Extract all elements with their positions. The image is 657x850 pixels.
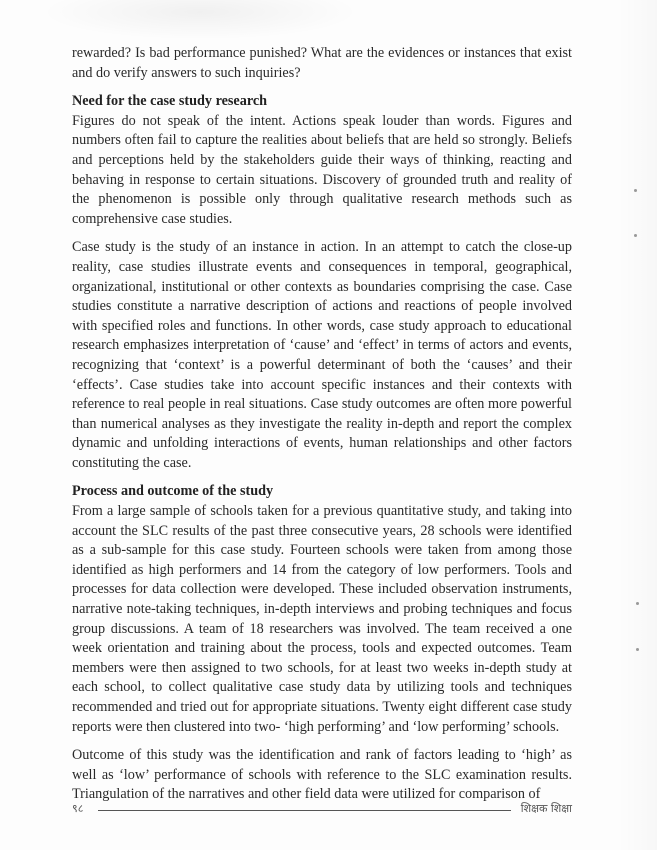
scan-speck: [636, 648, 639, 651]
paragraph-outcome: Outcome of this study was the identification and rank of factors leading to ‘high’ as well as ‘low’ performance of schools with reference to the SLC examination results. Triangulation of the narratives and other field data were utilized for comparison of: [72, 747, 572, 803]
paragraph-case-study-definition: Case study is the study of an instance in action. In an attempt to catch the close-up reality, case studies illustrate events and consequences in temporal, geographical, organizational, institutional or other contexts as boundaries comprising the case. Case studies constitute a narrative description of actions and reactions of people involved with specified roles and functions. In other words, case study approach to educational research emphasizes interpretation of ‘cause’ and ‘effect’ in terms of actors and events, recognizing that ‘context’ is a powerful determinant of both the ‘causes’ and their ‘effects’. Case studies take into account specific instances and their contexts with reference to real people in real situations. Case study outcomes are often more powerful than numerical analyses as they investigate the reality in-depth and report the complex dynamic and unfolding interactions of events, human relationships and other factors constituting the case.: [72, 239, 572, 471]
journal-name: शिक्षक शिक्षा: [520, 801, 572, 815]
scan-shadow: [40, 0, 360, 40]
scan-speck: [634, 234, 637, 237]
paragraph-need-for-case-study: Figures do not speak of the intent. Actions speak louder than words. Figures and numbers often fail to capture the realities about beliefs that are held so strongly. Beliefs and perceptions held by the stakeholders guide their ways of thinking, reacting and behaving in response to certain situations. Discovery of grounded truth and reality of the phenomenon is possible only through qualitative research methods such as comprehensive case studies.: [72, 112, 572, 227]
heading-process-and-outcome: Process and outcome of the study: [72, 483, 274, 500]
page-footer: [72, 798, 572, 818]
scan-speck: [636, 602, 639, 605]
paragraph-intro-continuation: rewarded? Is bad performance punished? What are the evidences or instances that exist and do verify answers to such inquiries?: [72, 45, 572, 81]
scan-speck: [634, 189, 637, 192]
page-number: ९८: [72, 801, 84, 815]
document-page: [72, 44, 572, 805]
heading-need-for-case-study: Need for the case study research: [72, 93, 268, 110]
scan-edge-shadow: [617, 0, 657, 850]
paragraph-process: From a large sample of schools taken for a previous quantitative study, and taking into account the SLC results of the past three consecutive years, 28 schools were identified as a sub-sample for this case study. Fourteen schools were taken from among those identified as high performers and 14 from the category of low performers. Tools and processes for data collection were developed. These included observation instruments, narrative note-taking techniques, in-depth interviews and probing techniques and focus group discussions. A team of 18 researchers was involved. The team received a one week orientation and training about the process, tools and expected outcomes. Team members were then assigned to two schools, for at least two weeks in-depth study at each school, to collect qualitative case study data by utilizing tools and techniques recommended and tried out for appropriate situations. Twenty eight different case study reports were then clustered into two- ‘high performing’ and ‘low performing’ schools.: [72, 503, 572, 735]
footer-rule: [98, 810, 511, 811]
